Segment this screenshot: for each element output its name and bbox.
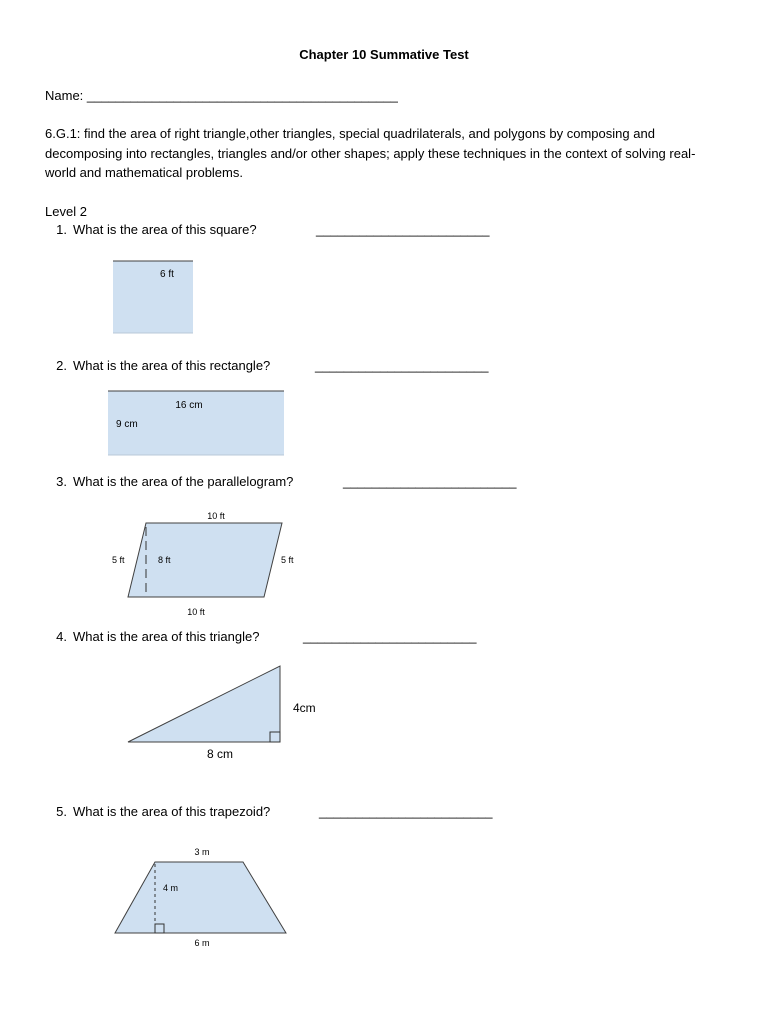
square-figure	[105, 255, 205, 340]
rectangle-figure	[100, 385, 295, 460]
square-shape	[113, 261, 193, 333]
name-row	[45, 86, 398, 106]
rectangle-width-label: 9 cm	[116, 419, 138, 430]
parallelogram-height-label: 8 ft	[158, 555, 171, 565]
question-text: What is the area of this square?	[73, 222, 257, 237]
page-title: Chapter 10 Summative Test	[299, 47, 469, 62]
triangle-shape	[128, 666, 280, 742]
question-1	[45, 222, 257, 237]
question-text: What is the area of this rectangle?	[73, 358, 271, 373]
trapezoid-bottom-label: 6 m	[194, 938, 210, 948]
rectangle-length-label: 16 cm	[175, 400, 203, 411]
parallelogram-top-label: 10 ft	[207, 511, 225, 521]
question-5	[45, 804, 270, 819]
name-field[interactable]: ___________________________________________	[86, 88, 398, 103]
answer-blank-1[interactable]: ________________________	[316, 222, 490, 237]
question-number: 5.	[56, 804, 67, 819]
parallelogram-bottom-label: 10 ft	[187, 607, 205, 617]
parallelogram-right-label: 5 ft	[281, 555, 294, 565]
parallelogram-left-label: 5 ft	[112, 555, 125, 565]
trapezoid-shape	[115, 862, 286, 933]
answer-blank-2[interactable]: ________________________	[315, 358, 489, 373]
question-number: 3.	[56, 474, 67, 489]
question-number: 4.	[56, 629, 67, 644]
name-label: Name:	[45, 88, 84, 103]
question-number: 2.	[56, 358, 67, 373]
answer-blank-3[interactable]: ________________________	[343, 474, 517, 489]
question-3	[45, 474, 293, 489]
question-4	[45, 629, 259, 644]
parallelogram-figure	[100, 505, 310, 620]
answer-blank-4[interactable]: ________________________	[303, 629, 477, 644]
standard-description: 6.G.1: find the area of right triangle,other triangles, special quadrilaterals, and polygons by composing and decomposing into rectangles, triangles and/or other shapes; apply these techniques in the context of solving real-world and mathematical problems.	[45, 126, 696, 180]
question-2	[45, 358, 270, 373]
square-side-label: 6 ft	[160, 269, 174, 280]
triangle-base-label: 8 cm	[206, 747, 234, 761]
question-text: What is the area of this triangle?	[73, 629, 260, 644]
question-text: What is the area of the parallelogram?	[73, 474, 294, 489]
answer-blank-5[interactable]: ________________________	[319, 804, 493, 819]
triangle-height-label: 4cm	[293, 701, 316, 715]
parallelogram-shape	[128, 523, 282, 597]
trapezoid-figure	[105, 840, 300, 952]
level-heading: Level 2	[45, 204, 87, 219]
question-text: What is the area of this trapezoid?	[73, 804, 271, 819]
triangle-figure	[120, 660, 335, 765]
trapezoid-height-label: 4 m	[163, 883, 179, 893]
trapezoid-top-label: 3 m	[194, 847, 210, 857]
question-number: 1.	[56, 222, 67, 237]
